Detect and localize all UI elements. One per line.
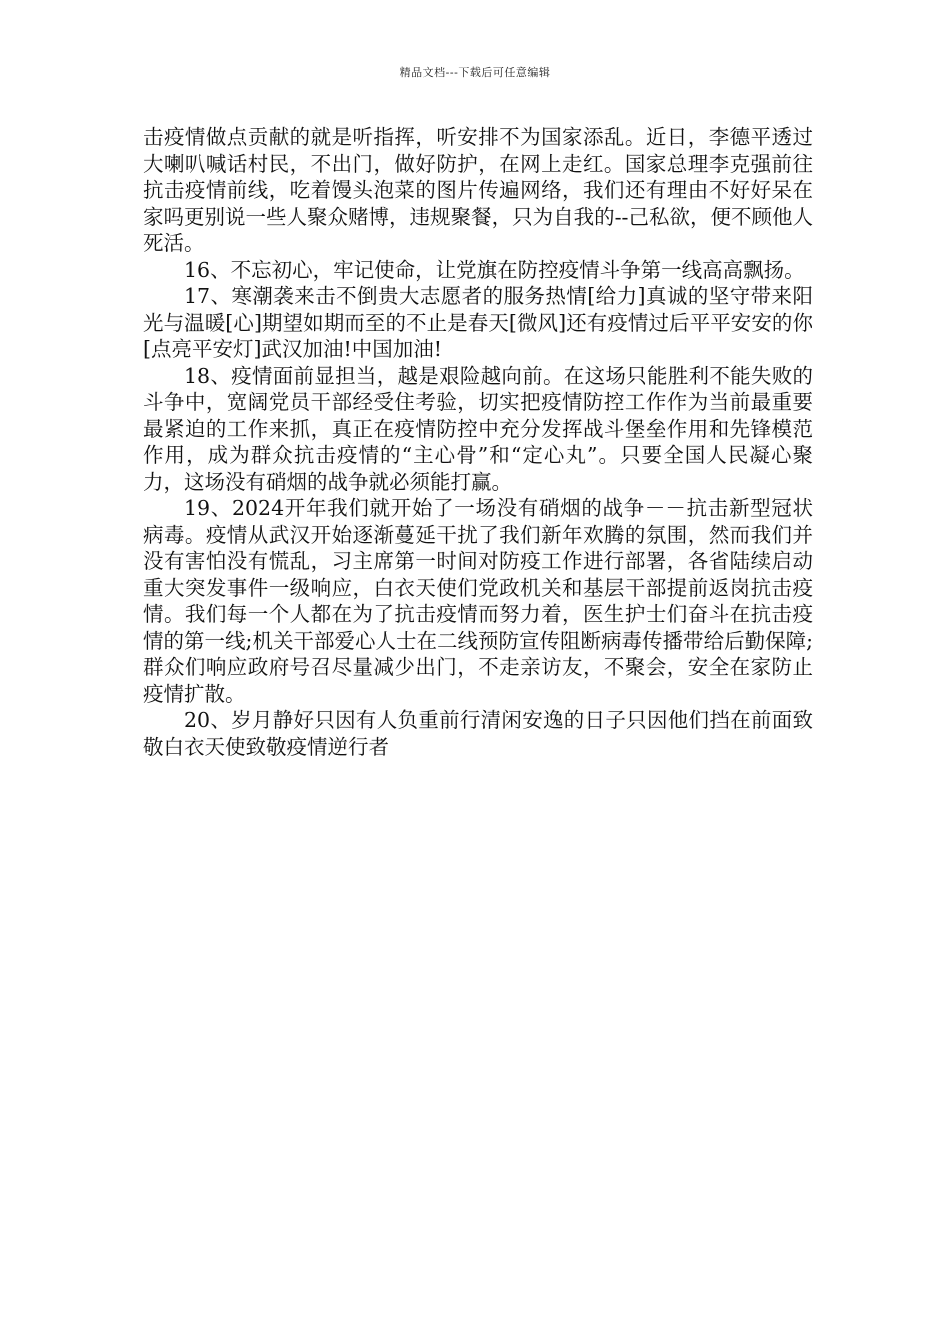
paragraph-continuation: 击疫情做点贡献的就是听指挥，听安排不为国家添乱。近日，李德平透过大喇叭喊话村民，不出门，做好防护，在网上走红。国家总理李克强前往抗击疫情前线，吃着馒头泡菜的图片传遍网络，我们还有理由不好好呆在家吗更别说一些人聚众赌博，违规聚餐，只为自我的--己私欲，便不顾他人死活。: [143, 125, 813, 255]
paragraph-18: 18、疫情面前显担当，越是艰险越向前。在这场只能胜利不能失败的斗争中，宽阔党员干部经受住考验，切实把疫情防控工作作为当前最重要最紧迫的工作来抓，真正在疫情防控中充分发挥战斗堡垒作用和先锋模范作用，成为群众抗击疫情的“主心骨”和“定心丸”。只要全国人民凝心聚力，这场没有硝烟的战争就必须能打赢。: [143, 363, 813, 494]
paragraph-20: 20、岁月静好只因有人负重前行清闲安逸的日子只因他们挡在前面致敬白衣天使致敬疫情逆行者: [143, 708, 813, 759]
paragraph-16: 16、不忘初心，牢记使命，让党旗在防控疫情斗争第一线高高飘扬。: [184, 257, 805, 282]
document-body: [143, 124, 813, 760]
paragraph-19: 19、2024开年我们就开始了一场没有硝烟的战争－－抗击新型冠状病毒。疫情从武汉开始逐渐蔓延干扰了我们新年欢腾的氛围，然而我们并没有害怕没有慌乱，习主席第一时间对防疫工作进行部署，各省陆续启动重大突发事件一级响应，白衣天使们党政机关和基层干部提前返岗抗击疫情。我们每一个人都在为了抗击疫情而努力着，医生护士们奋斗在抗击疫情的第一线;机关干部爱心人士在二线预防宣传阻断病毒传播带给后勤保障;群众们响应政府号召尽量减少出门，不走亲访友，不聚会，安全在家防止疫情扩散。: [143, 496, 813, 706]
paragraph-17: 17、寒潮袭来击不倒贵大志愿者的服务热情[给力]真诚的坚守带来阳光与温暖[心]期望如期而至的不止是春天[微风]还有疫情过后平平安安的你[点亮平安灯]武汉加油!中国加油!: [143, 284, 813, 361]
page-header: 精品文档---下载后可任意编辑: [399, 66, 551, 79]
